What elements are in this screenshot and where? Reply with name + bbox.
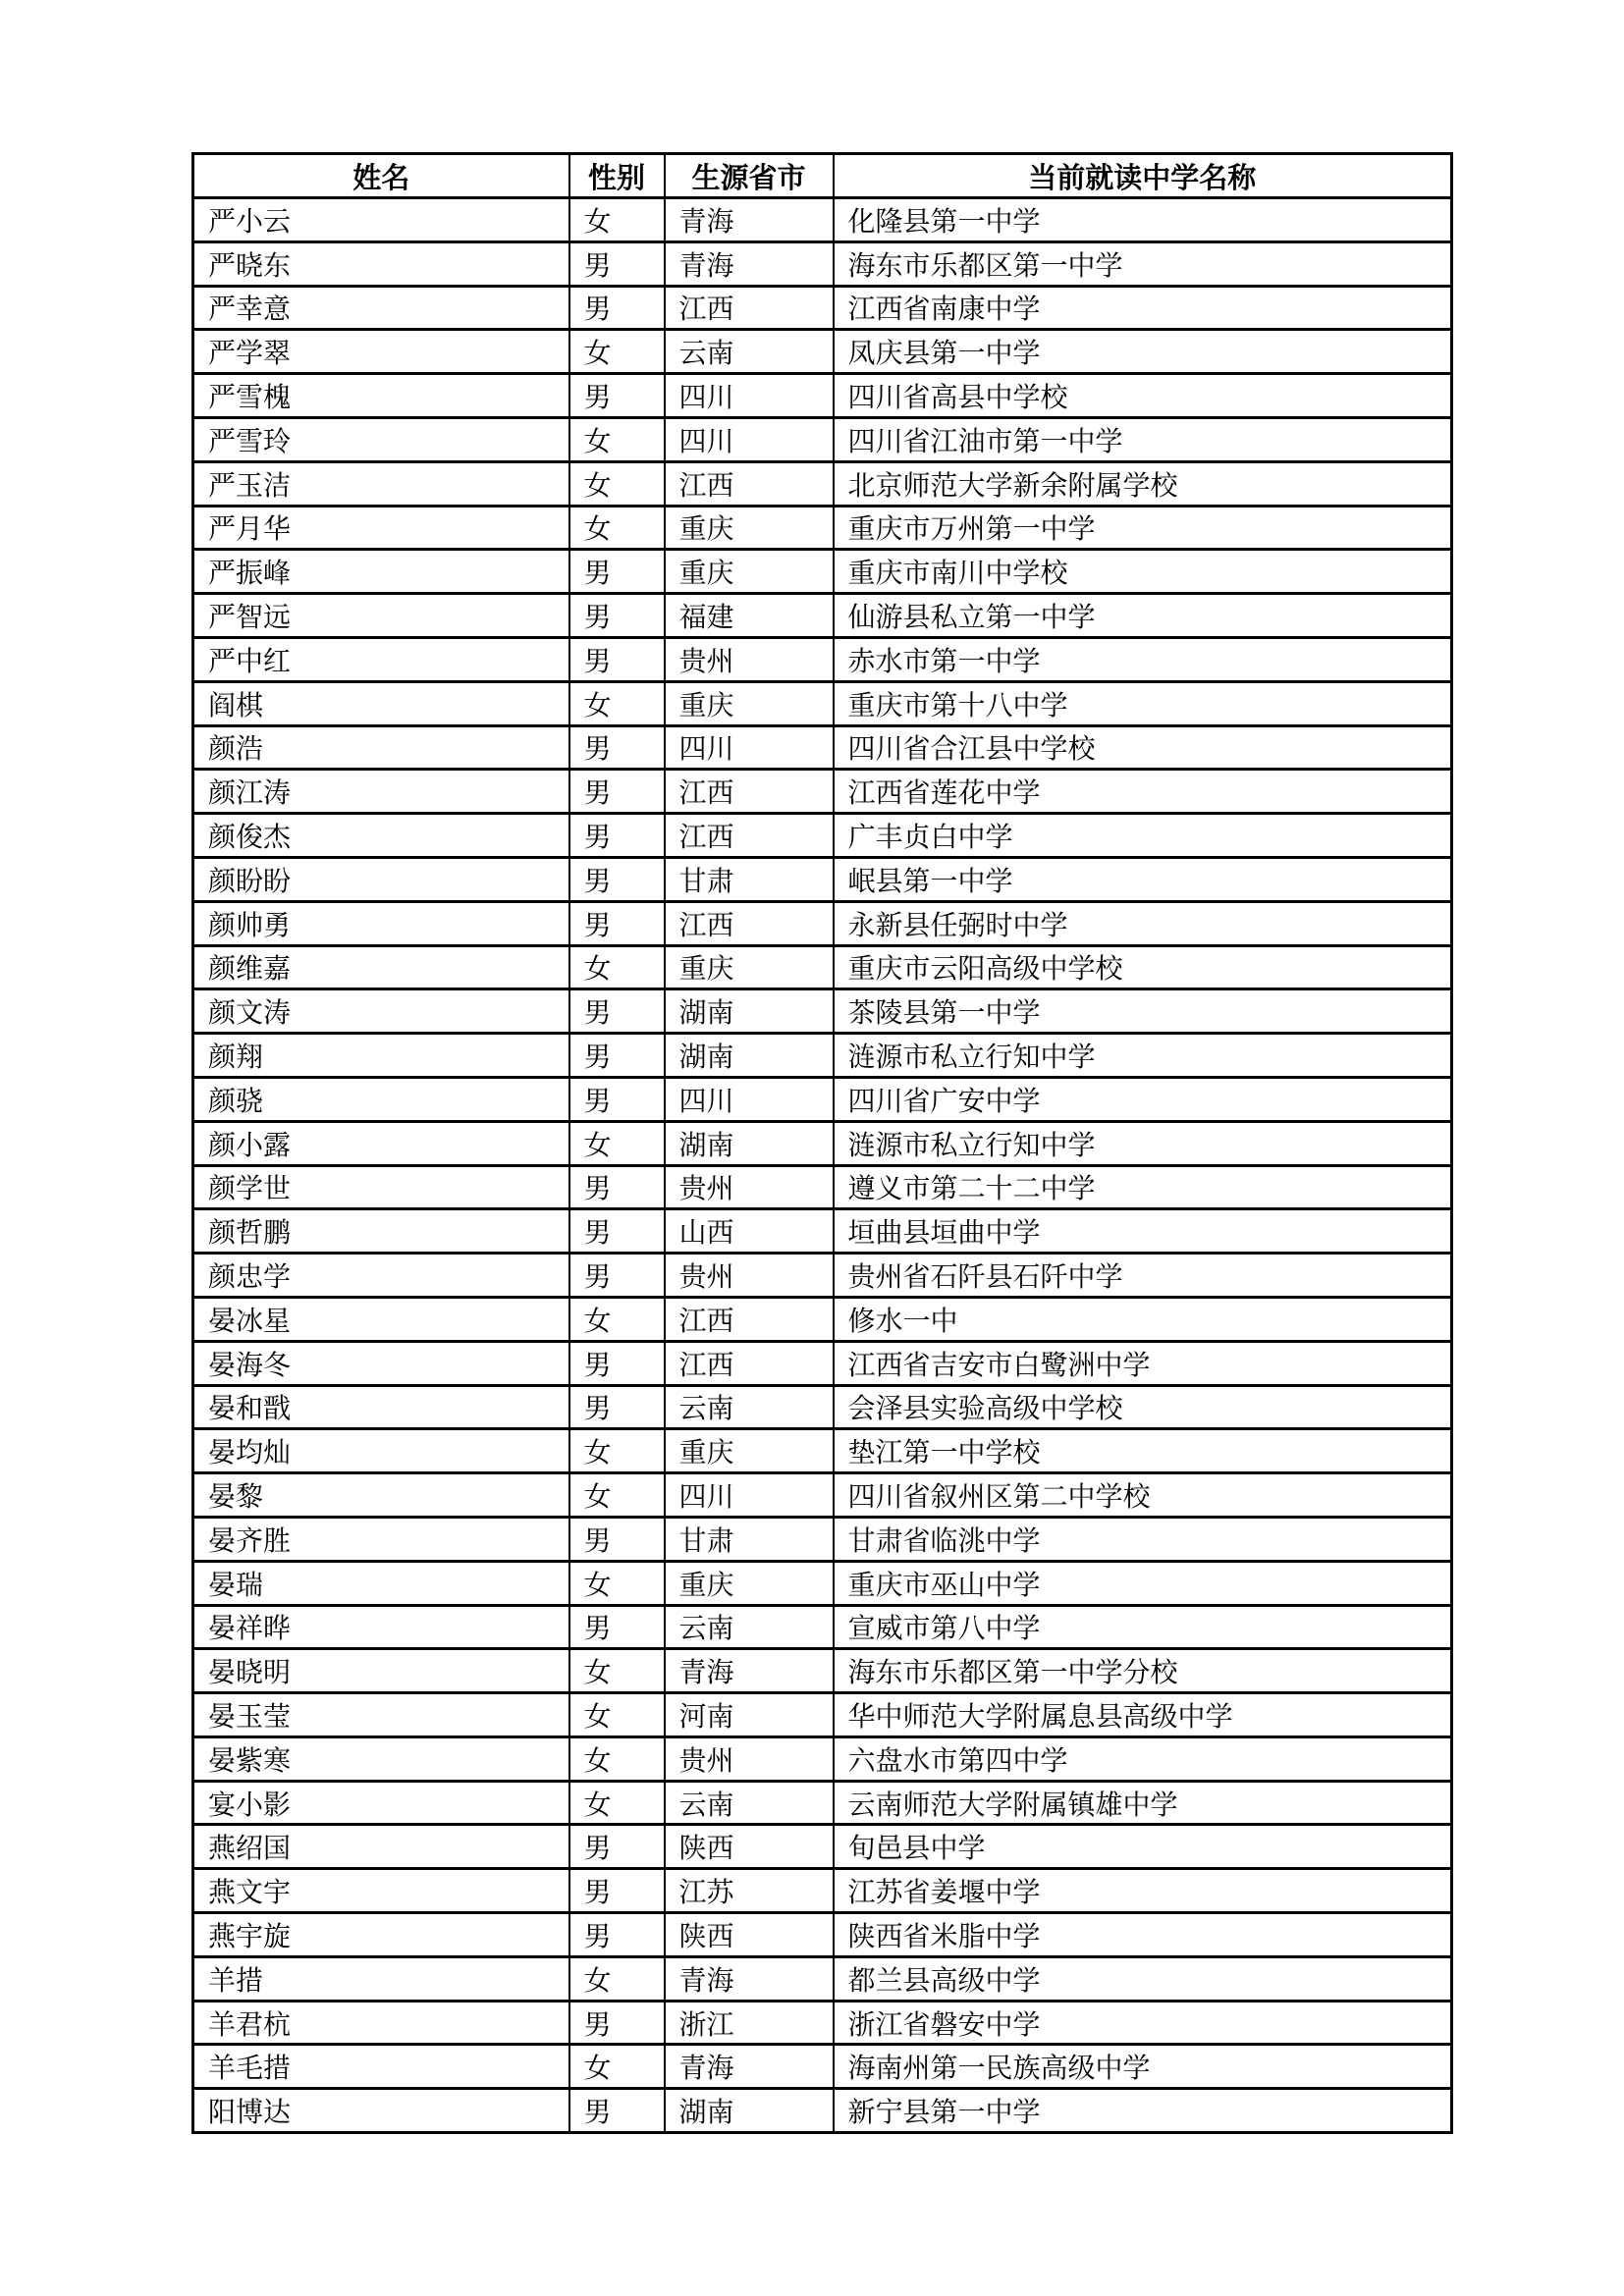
school-cell: 贵州省石阡县石阡中学: [834, 1254, 1452, 1298]
province-cell: 青海: [665, 1956, 834, 2001]
school-cell: 四川省广安中学: [834, 1077, 1452, 1121]
school-cell: 云南师范大学附属镇雄中学: [834, 1781, 1452, 1825]
school-cell: 茶陵县第一中学: [834, 989, 1452, 1034]
name-cell: 颜盼盼: [193, 857, 569, 901]
province-cell: 云南: [665, 330, 834, 374]
table-row: [193, 1693, 1452, 1737]
gender-cell: 男: [569, 1209, 665, 1254]
name-cell: 严雪槐: [193, 374, 569, 418]
school-cell: 化隆县第一中学: [834, 198, 1452, 242]
table-row: [193, 594, 1452, 638]
gender-cell: 男: [569, 1165, 665, 1209]
name-cell: 阎棋: [193, 681, 569, 725]
name-cell: 严雪玲: [193, 417, 569, 461]
province-cell: 江苏: [665, 1869, 834, 1913]
name-cell: 严中红: [193, 637, 569, 681]
header-name: 姓名: [193, 154, 569, 198]
table-row: [193, 286, 1452, 330]
name-cell: 严智远: [193, 594, 569, 638]
gender-cell: 男: [569, 1605, 665, 1649]
school-cell: 浙江省磐安中学: [834, 2001, 1452, 2045]
gender-cell: 男: [569, 550, 665, 594]
province-cell: 重庆: [665, 1561, 834, 1605]
gender-cell: 男: [569, 1913, 665, 1957]
school-cell: 旬邑县中学: [834, 1825, 1452, 1869]
table-row: [193, 550, 1452, 594]
province-cell: 青海: [665, 2045, 834, 2089]
gender-cell: 男: [569, 989, 665, 1034]
table-row: [193, 1385, 1452, 1429]
table-row: [193, 945, 1452, 989]
province-cell: 陕西: [665, 1913, 834, 1957]
school-cell: 赤水市第一中学: [834, 637, 1452, 681]
province-cell: 重庆: [665, 945, 834, 989]
table-row: [193, 461, 1452, 506]
school-cell: 广丰贞白中学: [834, 814, 1452, 858]
gender-cell: 男: [569, 286, 665, 330]
gender-cell: 男: [569, 637, 665, 681]
gender-cell: 男: [569, 857, 665, 901]
name-cell: 颜俊杰: [193, 814, 569, 858]
gender-cell: 男: [569, 1385, 665, 1429]
table-row: [193, 1781, 1452, 1825]
table-row: [193, 1473, 1452, 1518]
gender-cell: 男: [569, 1077, 665, 1121]
table-row: [193, 198, 1452, 242]
gender-cell: 女: [569, 1121, 665, 1165]
table-row: [193, 241, 1452, 286]
school-cell: 永新县任弼时中学: [834, 901, 1452, 945]
school-cell: 遵义市第二十二中学: [834, 1165, 1452, 1209]
school-cell: 凤庆县第一中学: [834, 330, 1452, 374]
table-row: [193, 1956, 1452, 2001]
province-cell: 云南: [665, 1605, 834, 1649]
table-row: [193, 417, 1452, 461]
name-cell: 颜维嘉: [193, 945, 569, 989]
school-cell: 四川省江油市第一中学: [834, 417, 1452, 461]
name-cell: 颜哲鹏: [193, 1209, 569, 1254]
school-cell: 仙游县私立第一中学: [834, 594, 1452, 638]
table-row: [193, 1825, 1452, 1869]
province-cell: 山西: [665, 1209, 834, 1254]
gender-cell: 女: [569, 1561, 665, 1605]
gender-cell: 女: [569, 1649, 665, 1693]
province-cell: 四川: [665, 374, 834, 418]
gender-cell: 女: [569, 1429, 665, 1473]
school-cell: 会泽县实验高级中学校: [834, 1385, 1452, 1429]
header-province: 生源省市: [665, 154, 834, 198]
gender-cell: 女: [569, 681, 665, 725]
table-row: [193, 1165, 1452, 1209]
name-cell: 严晓东: [193, 241, 569, 286]
gender-cell: 女: [569, 1693, 665, 1737]
gender-cell: 男: [569, 725, 665, 770]
table-row: [193, 374, 1452, 418]
name-cell: 晏祥晔: [193, 1605, 569, 1649]
school-cell: 涟源市私立行知中学: [834, 1121, 1452, 1165]
name-cell: 晏和戬: [193, 1385, 569, 1429]
table-row: [193, 725, 1452, 770]
table-row: [193, 1034, 1452, 1078]
province-cell: 贵州: [665, 1736, 834, 1781]
gender-cell: 男: [569, 901, 665, 945]
gender-cell: 男: [569, 241, 665, 286]
name-cell: 严振峰: [193, 550, 569, 594]
gender-cell: 女: [569, 198, 665, 242]
province-cell: 青海: [665, 1649, 834, 1693]
table-row: [193, 1869, 1452, 1913]
name-cell: 羊措: [193, 1956, 569, 2001]
school-cell: 都兰县高级中学: [834, 1956, 1452, 2001]
table-row: [193, 1736, 1452, 1781]
province-cell: 贵州: [665, 1165, 834, 1209]
gender-cell: 女: [569, 1297, 665, 1341]
province-cell: 江西: [665, 461, 834, 506]
gender-cell: 女: [569, 417, 665, 461]
name-cell: 羊君杭: [193, 2001, 569, 2045]
table-row: [193, 901, 1452, 945]
school-cell: 江西省南康中学: [834, 286, 1452, 330]
name-cell: 阳博达: [193, 2089, 569, 2133]
province-cell: 河南: [665, 1693, 834, 1737]
school-cell: 甘肃省临洮中学: [834, 1517, 1452, 1561]
table-row: [193, 1913, 1452, 1957]
province-cell: 湖南: [665, 2089, 834, 2133]
school-cell: 岷县第一中学: [834, 857, 1452, 901]
gender-cell: 女: [569, 1781, 665, 1825]
name-cell: 颜浩: [193, 725, 569, 770]
table-row: [193, 1209, 1452, 1254]
name-cell: 晏瑞: [193, 1561, 569, 1605]
province-cell: 福建: [665, 594, 834, 638]
gender-cell: 女: [569, 1473, 665, 1518]
province-cell: 四川: [665, 417, 834, 461]
province-cell: 江西: [665, 286, 834, 330]
gender-cell: 女: [569, 945, 665, 989]
school-cell: 重庆市巫山中学: [834, 1561, 1452, 1605]
province-cell: 重庆: [665, 681, 834, 725]
name-cell: 燕宇旋: [193, 1913, 569, 1957]
name-cell: 晏玉莹: [193, 1693, 569, 1737]
gender-cell: 女: [569, 2045, 665, 2089]
table-row: [193, 1341, 1452, 1385]
table-row: [193, 2089, 1452, 2133]
name-cell: 宴小影: [193, 1781, 569, 1825]
province-cell: 贵州: [665, 1254, 834, 1298]
table-row: [193, 1254, 1452, 1298]
school-cell: 江西省吉安市白鹭洲中学: [834, 1341, 1452, 1385]
province-cell: 云南: [665, 1385, 834, 1429]
school-cell: 海东市乐都区第一中学: [834, 241, 1452, 286]
province-cell: 江西: [665, 814, 834, 858]
table-row: [193, 1517, 1452, 1561]
name-cell: 燕文宇: [193, 1869, 569, 1913]
school-cell: 垫江第一中学校: [834, 1429, 1452, 1473]
name-cell: 颜文涛: [193, 989, 569, 1034]
name-cell: 颜小露: [193, 1121, 569, 1165]
name-cell: 晏紫寒: [193, 1736, 569, 1781]
gender-cell: 男: [569, 814, 665, 858]
name-cell: 羊毛措: [193, 2045, 569, 2089]
gender-cell: 女: [569, 506, 665, 550]
school-cell: 修水一中: [834, 1297, 1452, 1341]
table-body: [193, 198, 1452, 2133]
school-cell: 宣威市第八中学: [834, 1605, 1452, 1649]
school-cell: 新宁县第一中学: [834, 2089, 1452, 2133]
province-cell: 青海: [665, 198, 834, 242]
header-row: [193, 154, 1452, 198]
province-cell: 四川: [665, 725, 834, 770]
school-cell: 陕西省米脂中学: [834, 1913, 1452, 1957]
name-cell: 颜学世: [193, 1165, 569, 1209]
school-cell: 四川省高县中学校: [834, 374, 1452, 418]
table-row: [193, 1297, 1452, 1341]
school-cell: 海东市乐都区第一中学分校: [834, 1649, 1452, 1693]
header-school: 当前就读中学名称: [834, 154, 1452, 198]
name-cell: 燕绍国: [193, 1825, 569, 1869]
province-cell: 甘肃: [665, 1517, 834, 1561]
province-cell: 甘肃: [665, 857, 834, 901]
province-cell: 陕西: [665, 1825, 834, 1869]
school-cell: 四川省叙州区第二中学校: [834, 1473, 1452, 1518]
table-row: [193, 2001, 1452, 2045]
province-cell: 重庆: [665, 506, 834, 550]
school-cell: 重庆市南川中学校: [834, 550, 1452, 594]
name-cell: 颜骁: [193, 1077, 569, 1121]
province-cell: 重庆: [665, 550, 834, 594]
province-cell: 江西: [665, 1341, 834, 1385]
school-cell: 海南州第一民族高级中学: [834, 2045, 1452, 2089]
table-row: [193, 1561, 1452, 1605]
table-row: [193, 330, 1452, 374]
province-cell: 湖南: [665, 989, 834, 1034]
table-row: [193, 989, 1452, 1034]
province-cell: 湖南: [665, 1034, 834, 1078]
province-cell: 云南: [665, 1781, 834, 1825]
table-row: [193, 506, 1452, 550]
table-row: [193, 1605, 1452, 1649]
gender-cell: 女: [569, 330, 665, 374]
gender-cell: 男: [569, 1825, 665, 1869]
gender-cell: 男: [569, 2089, 665, 2133]
province-cell: 湖南: [665, 1121, 834, 1165]
province-cell: 四川: [665, 1473, 834, 1518]
province-cell: 江西: [665, 901, 834, 945]
school-cell: 六盘水市第四中学: [834, 1736, 1452, 1781]
name-cell: 严小云: [193, 198, 569, 242]
gender-cell: 女: [569, 1956, 665, 2001]
school-cell: 重庆市万州第一中学: [834, 506, 1452, 550]
school-cell: 垣曲县垣曲中学: [834, 1209, 1452, 1254]
table-row: [193, 637, 1452, 681]
name-cell: 晏黎: [193, 1473, 569, 1518]
gender-cell: 男: [569, 374, 665, 418]
school-cell: 江苏省姜堰中学: [834, 1869, 1452, 1913]
table-row: [193, 1077, 1452, 1121]
gender-cell: 男: [569, 770, 665, 814]
table-row: [193, 857, 1452, 901]
name-cell: 晏海冬: [193, 1341, 569, 1385]
table-row: [193, 681, 1452, 725]
province-cell: 江西: [665, 770, 834, 814]
header-gender: 性别: [569, 154, 665, 198]
province-cell: 浙江: [665, 2001, 834, 2045]
province-cell: 江西: [665, 1297, 834, 1341]
student-roster-table: [191, 152, 1453, 2134]
name-cell: 严幸意: [193, 286, 569, 330]
name-cell: 颜翔: [193, 1034, 569, 1078]
gender-cell: 男: [569, 1517, 665, 1561]
name-cell: 晏均灿: [193, 1429, 569, 1473]
table-row: [193, 1121, 1452, 1165]
table-row: [193, 1649, 1452, 1693]
name-cell: 颜江涛: [193, 770, 569, 814]
name-cell: 晏冰星: [193, 1297, 569, 1341]
name-cell: 严月华: [193, 506, 569, 550]
name-cell: 严学翠: [193, 330, 569, 374]
school-cell: 华中师范大学附属息县高级中学: [834, 1693, 1452, 1737]
gender-cell: 男: [569, 2001, 665, 2045]
gender-cell: 女: [569, 461, 665, 506]
gender-cell: 男: [569, 1869, 665, 1913]
gender-cell: 男: [569, 1034, 665, 1078]
name-cell: 晏晓明: [193, 1649, 569, 1693]
province-cell: 贵州: [665, 637, 834, 681]
gender-cell: 女: [569, 1736, 665, 1781]
name-cell: 严玉洁: [193, 461, 569, 506]
school-cell: 重庆市云阳高级中学校: [834, 945, 1452, 989]
school-cell: 涟源市私立行知中学: [834, 1034, 1452, 1078]
name-cell: 颜忠学: [193, 1254, 569, 1298]
province-cell: 重庆: [665, 1429, 834, 1473]
table-row: [193, 2045, 1452, 2089]
school-cell: 四川省合江县中学校: [834, 725, 1452, 770]
province-cell: 青海: [665, 241, 834, 286]
school-cell: 江西省莲花中学: [834, 770, 1452, 814]
school-cell: 北京师范大学新余附属学校: [834, 461, 1452, 506]
table-row: [193, 770, 1452, 814]
gender-cell: 男: [569, 1341, 665, 1385]
table-row: [193, 1429, 1452, 1473]
gender-cell: 男: [569, 1254, 665, 1298]
table-row: [193, 814, 1452, 858]
school-cell: 重庆市第十八中学: [834, 681, 1452, 725]
name-cell: 晏齐胜: [193, 1517, 569, 1561]
name-cell: 颜帅勇: [193, 901, 569, 945]
gender-cell: 男: [569, 594, 665, 638]
province-cell: 四川: [665, 1077, 834, 1121]
